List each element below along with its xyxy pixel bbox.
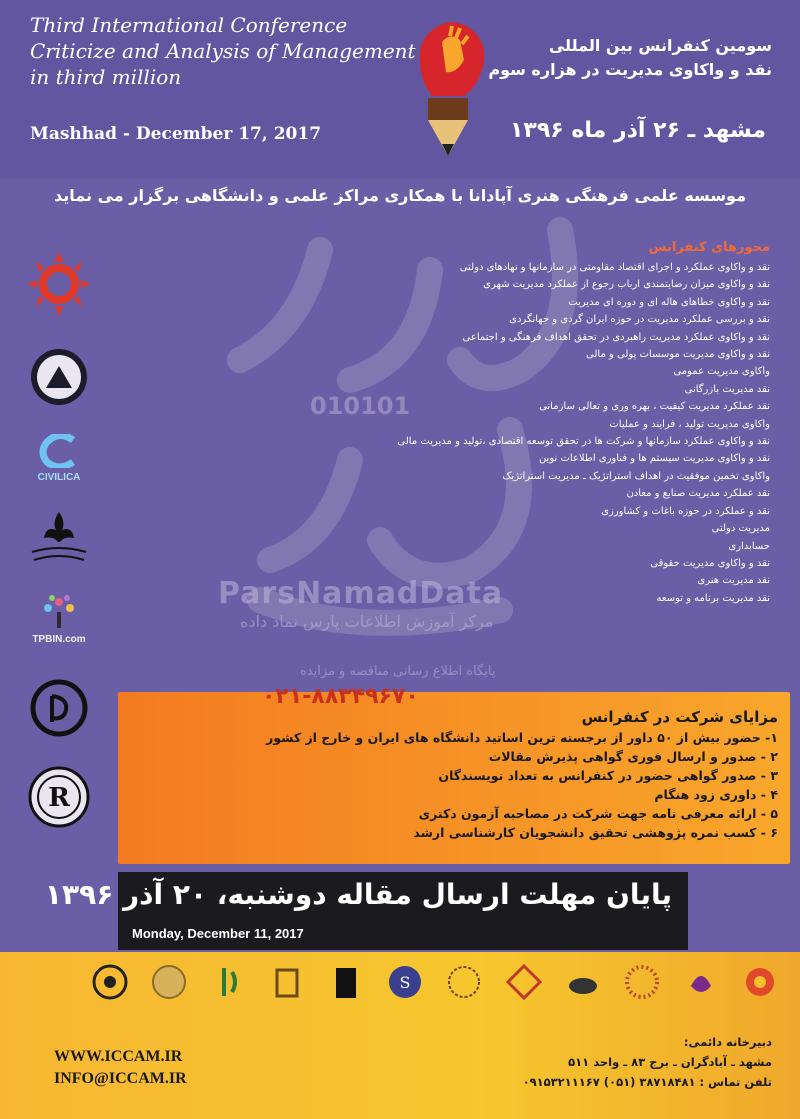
- watermark-line: پایگاه اطلاع رسانی مناقصه و مزایده: [300, 664, 496, 679]
- sponsor-emblem-icon: [326, 962, 366, 1002]
- sponsor-emblem-icon: [208, 962, 248, 1002]
- watermark-brand: ParsNamadData: [218, 576, 504, 611]
- civilica-icon: [37, 434, 81, 468]
- english-title-line: in third million: [30, 65, 182, 89]
- topic-item: نقد مدیریت برنامه و توسعه: [656, 592, 770, 604]
- persian-title-line: نقد و واکاوی مدیریت در هزاره سوم: [488, 60, 772, 79]
- phone-watermark: ۰۲۱-۸۸۳۴۹۶۷۰: [262, 684, 419, 709]
- topic-item: نقد و واکاوی میزان رضایتمندی ارباب رجوع از عملکرد مدیریت شهری: [483, 279, 770, 291]
- sponsor-emblem-icon: [385, 962, 425, 1002]
- topic-item: نقد و بررسی عملکرد مدیریت در حوزه ایران گردی و جهانگردی: [509, 314, 770, 326]
- benefit-item: ۲ - صدور و ارسال فوری گواهی پذیرش مقالات: [488, 749, 778, 764]
- topic-item: نقد عملکرد مدیریت صنایع و معادن: [626, 488, 770, 500]
- topic-item: نقد و واکاوی عملکرد مدیریت راهبردی در تحقق اهداف فرهنگی و اجتماعی: [462, 331, 770, 343]
- svg-text:R: R: [48, 783, 70, 813]
- deadline-english: Monday, December 11, 2017: [132, 926, 304, 941]
- organizer-line: موسسه علمی فرهنگی هنری آپادانا با همکاری مراکز علمی و دانشگاهی برگزار می نماید: [54, 186, 746, 205]
- contact-web: [54, 1046, 187, 1090]
- topic-item: مدیریت دولتی: [711, 523, 770, 535]
- benefit-item: ۴ - داوری زود هنگام: [654, 787, 778, 802]
- publisher-ring-icon: [22, 676, 96, 742]
- tpbin-label: TPBIN.com: [32, 634, 86, 645]
- sponsor-emblem-icon: [622, 962, 662, 1002]
- registered-seal-icon: [22, 764, 96, 830]
- persian-conference-title: [472, 34, 772, 82]
- benefits-list: [128, 708, 778, 842]
- topic-item: نقد و واکاوی عملکرد سازمانها و شرکت ها در تحقق توسعه اقتصادی ،تولید و مدیریت مالی: [397, 436, 770, 448]
- secretariat-label: دبیرخانه دائمی:: [683, 1035, 772, 1049]
- watermark-line: مرکز آموزش اطلاعات پارس نماد داده: [240, 612, 494, 631]
- benefit-item: ۱- حضور بیش از ۵۰ داور از برجسته ترین اساتید دانشگاه های ایران و خارج از کشور: [266, 730, 778, 745]
- sun-emblem-icon: [22, 248, 96, 320]
- benefits-heading: مزایای شرکت در کنفرانس: [581, 708, 778, 726]
- topic-item: نقد مدیریت هنری: [697, 575, 770, 587]
- sponsor-emblem-icon: [681, 962, 721, 1002]
- persian-title-line: سومین کنفرانس بین المللی: [548, 36, 772, 55]
- sponsor-emblem-icon: [740, 962, 780, 1002]
- topic-item: نقد و واکاوی مدیریت موسسات پولی و مالی: [586, 349, 770, 361]
- topic-item: نقد و واکاوی عملکرد و اجرای اقتصاد مقاومتی در سازمانها و نهادهای دولتی: [459, 262, 770, 273]
- sponsor-logos: [90, 962, 780, 1012]
- persian-place-date: مشهد ـ ۲۶ آذر ماه ۱۳۹۶: [510, 118, 766, 143]
- topics-list: [250, 259, 770, 607]
- sponsor-emblem-icon: [90, 962, 130, 1002]
- benefit-item: ۵ - ارائه معرفی نامه جهت شرکت در مصاحبه آزمون دکتری: [418, 806, 778, 821]
- civilica-logo: [22, 434, 96, 484]
- sponsor-emblem-icon: [444, 962, 484, 1002]
- topic-item: نقد و عملکرد در حوزه باغات و کشاورزی: [601, 505, 770, 517]
- university-seal-icon: [22, 346, 96, 408]
- website-link[interactable]: WWW.ICCAM.IR: [54, 1048, 183, 1065]
- svg-text:S: S: [399, 973, 411, 992]
- topic-item: حسابداری: [728, 540, 770, 552]
- tree-icon: [36, 592, 82, 630]
- address-line: مشهد ـ آبادگران ـ برج ۸۳ ـ واحد ۵۱۱: [568, 1055, 772, 1069]
- benefit-item: ۶ - کسب نمره پژوهشی تحقیق دانشجویان کارشناسی ارشد: [413, 825, 778, 840]
- conference-topics: [250, 240, 770, 607]
- topic-item: نقد و واکاوی مدیریت حقوقی: [650, 557, 770, 569]
- deadline-banner: [44, 872, 688, 950]
- english-title-line: Third International Conference: [30, 13, 348, 37]
- topics-heading: محورهای کنفرانس: [648, 240, 770, 255]
- topic-item: واکاوی مدیریت تولید ، فرایند و عملیات: [609, 418, 770, 430]
- english-conference-title: [30, 12, 416, 90]
- english-place-date: Mashhad - December 17, 2017: [30, 124, 322, 144]
- topic-item: واکاوی تخمین موفقیت در اهداف استراتژیک ـ مدیریت استراتژیک: [502, 470, 770, 482]
- topic-item: واکاوی مدیریت عمومی: [673, 366, 770, 378]
- sponsor-emblem-icon: [149, 962, 189, 1002]
- topic-item: نقد عملکرد مدیریت کیفیت ، بهره وری و تعالی سازمانی: [539, 401, 770, 413]
- benefit-item: ۳ - صدور گواهی حضور در کنفرانس به تعداد نویسندگان: [438, 768, 778, 783]
- tpbin-logo: [22, 592, 96, 648]
- benefits-box: [118, 692, 790, 864]
- phone-line: تلفن تماس : ۳۸۷۱۸۴۸۱ (۰۵۱) ۰۹۱۵۳۲۱۱۱۶۷: [522, 1075, 772, 1089]
- sponsor-emblem-icon: [563, 962, 603, 1002]
- topic-item: نقد و واکاوی مدیریت سیستم ها و فناوری اطلاعات نوین: [538, 453, 770, 465]
- watermark-digits: 010101: [310, 392, 411, 420]
- civilica-label: CIVILICA: [37, 472, 81, 483]
- publisher-emblem-icon: [22, 508, 96, 568]
- secretariat-address: [352, 1032, 772, 1092]
- email-link[interactable]: INFO@ICCAM.IR: [54, 1070, 187, 1087]
- english-title-line: Criticize and Analysis of Management: [30, 39, 416, 63]
- topic-item: نقد و واکاوی خطاهای هاله ای و دوره ای مدیریت: [568, 296, 770, 308]
- sponsor-emblem-icon: [267, 962, 307, 1002]
- deadline-persian: پایان مهلت ارسال مقاله دوشنبه، ۲۰ آذر ۱۳۹۶: [44, 878, 672, 911]
- sponsor-emblem-icon: [504, 962, 544, 1002]
- topic-item: نقد مدیریت بازرگانی: [684, 383, 770, 395]
